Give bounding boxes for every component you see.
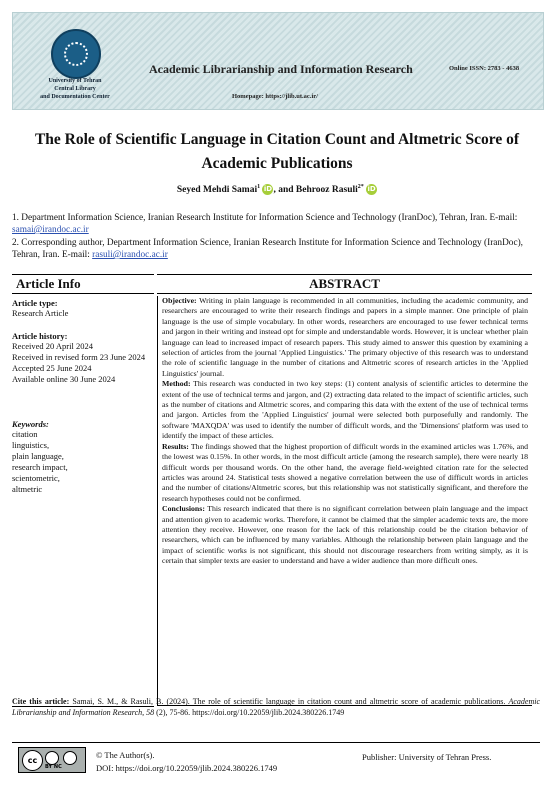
author-email-link[interactable]: samai@irandoc.ac.ir (12, 225, 89, 235)
footer-divider (12, 742, 540, 743)
article-info-heading: Article Info (12, 274, 154, 294)
received-date: Received 20 April 2024 (12, 341, 93, 351)
author-email-link[interactable]: rasuli@irandoc.ac.ir (92, 250, 168, 260)
license-label: BY NC (45, 764, 62, 770)
attribution-icon (45, 751, 59, 765)
keyword: citation (12, 429, 38, 439)
abstract-heading: ABSTRACT (157, 274, 532, 294)
creative-commons-icon: cc (22, 750, 43, 771)
abstract-results: Results: The findings showed that the highest proportion of difficult words in the examined articles was 1.76%, and the lowest was 0.15%. In other words, in the most difficult article (among the research sample), there were nearly 18 difficult words per thousand words. On the other hand, the average field-weighted citation rate for the selected articles was around 24. Statistical tests showed a negative correlation between the use of difficult words in articles and the number of citations/Altmetric scores, but this relationship was not statistically significant, and therefore the research hypotheses could not be confirmed. (162, 441, 528, 503)
affiliation-1: 1. Department Information Science, Iranian Research Institute for Information Science and Technology (IranDoc), Tehran, Iran. E-mail: samai@irandoc.ac.ir (12, 213, 518, 235)
online-issn: Online ISSN: 2783 - 4638 (449, 65, 520, 72)
citation-issue: (2), 75-86. (156, 708, 191, 717)
abstract-column (157, 274, 532, 706)
noncommercial-icon (63, 751, 77, 765)
author-name: Behrooz Rasuli (295, 185, 358, 196)
author-name: Seyed Mehdi Samai (176, 185, 258, 196)
orcid-icon[interactable]: iD (367, 185, 376, 194)
keywords-label: Keywords: (12, 419, 49, 429)
article-title: The Role of Scientific Language in Citation Count and Altmetric Score of Academic Publications (34, 131, 520, 172)
abstract-box (157, 296, 532, 706)
university-logo-icon (51, 29, 101, 79)
journal-name: Academic Librarianship and Information Research (149, 62, 413, 76)
abstract-objective: Objective: Writing in plain language is recommended in all communities, including the academic community, and researchers are encouraged to write their research findings and papers in a simple manner. One principle of plain language is the use of simple vocabulary. In other words, researchers are encouraged to use fewer technical terms and jargon in their writing and instead opt for simple and understandable words. However, it is unclear whether plain language can lead to increased impact of research papers. This study aimed to answer this question by examining a selection of articles from the journal 'Applied Linguistics.' The primary objective of this research was to understand the role of scientific language in the number of citations and Altmetric scores of research articles in the 'Applied Linguistics' journal. (162, 296, 529, 378)
copyright-text: © The Author(s). (96, 750, 155, 760)
citation-doi-link[interactable]: https://doi.org/10.22059/jlib.2024.380226.1749 (192, 708, 345, 717)
article-type-label: Article type: (12, 298, 58, 308)
online-date: Available online 30 June 2024 (12, 374, 116, 384)
article-history-label: Article history: (12, 331, 68, 341)
keyword: plain language, (12, 451, 64, 461)
article-type-value: Research Article (12, 308, 69, 318)
publisher-text: Publisher: University of Tehran Press. (362, 752, 492, 762)
footer-doi-link[interactable]: DOI: https://doi.org/10.22059/jlib.2024.380226.1749 (96, 763, 278, 773)
citation-label: Cite this article (12, 697, 67, 706)
abstract-method: Method: This research was conducted in two key steps: (1) content analysis of scientific articles to determine the extent of the use of technical terms and jargon, and (2) extracting data related to the impact of scientific articles, such as the number of citations and Altmetric scores, and comparing this data with the extent of the use of technical terms and jargon. Articles from the 'Applied Linguistics' journal were selected both purposefully and randomly. The software 'MAXQDA' was used to identify the number of difficult words, and the 'Dimensions' platform was used to identify the impact of these articles. (162, 379, 529, 441)
keyword: research impact, (12, 462, 68, 472)
abstract-conclusions: Conclusions: This research indicated that there is no significant correlation between plain language and the impact and attention given to academic works. Therefore, it cannot be claimed that the simpler academic texts are, the more attention they receive. However, one reason for the lack of this relationship could be the citation behavior of researchers, which can be influenced by many variables. Although the relationship between plain language and the impact of scientific works is not significant, this should not discourage researchers from writing simply, as it is certain that simpler texts are easier to understand and have a wider audience than more difficult ones. (162, 504, 529, 566)
keyword: linguistics, (12, 440, 50, 450)
keyword: scientometric, (12, 473, 60, 483)
article-info-box (12, 296, 154, 707)
citation-block: Cite this article: Samai, S. M., & Rasuli, B. (2024). The role of scientific language in citation count and altmetric score of academic publications. Academic Librarianship and Information Research, 58 (2), 75-86. https://doi.org/10.22059/jlib.2024.380226.1749 (12, 697, 541, 717)
citation-journal: Academic Librarianship and Information Research, 58 (12, 697, 541, 717)
accepted-date: Accepted 25 June 2024 (12, 363, 92, 373)
revised-date: Received in revised form 23 June 2024 (12, 352, 146, 362)
keyword: altmetric (12, 484, 43, 494)
institution-name: University of Tehran Central Library and Documentation Center (40, 78, 110, 100)
affiliation-2: 2. Corresponding author, Department Information Science, Iranian Research Institute for Information Science and Technology (IranDoc), Tehran, Iran. E-mail: rasuli@irandoc.ac.ir (12, 238, 523, 260)
journal-homepage-link[interactable]: Homepage: https://jlib.ut.ac.ir/ (232, 93, 318, 100)
cc-license-badge-icon[interactable] (18, 747, 86, 773)
article-info-column (12, 274, 154, 707)
citation-text: Samai, S. M., & Rasuli, B. (2024). The role of scientific language in citation count and altmetric score of academic publications. (72, 697, 506, 706)
author-line: Seyed Mehdi Samai$^1$ iD, and Behrooz Rasuli$^{2*}$ iD (176, 184, 376, 196)
orcid-icon[interactable]: iD (263, 185, 273, 194)
